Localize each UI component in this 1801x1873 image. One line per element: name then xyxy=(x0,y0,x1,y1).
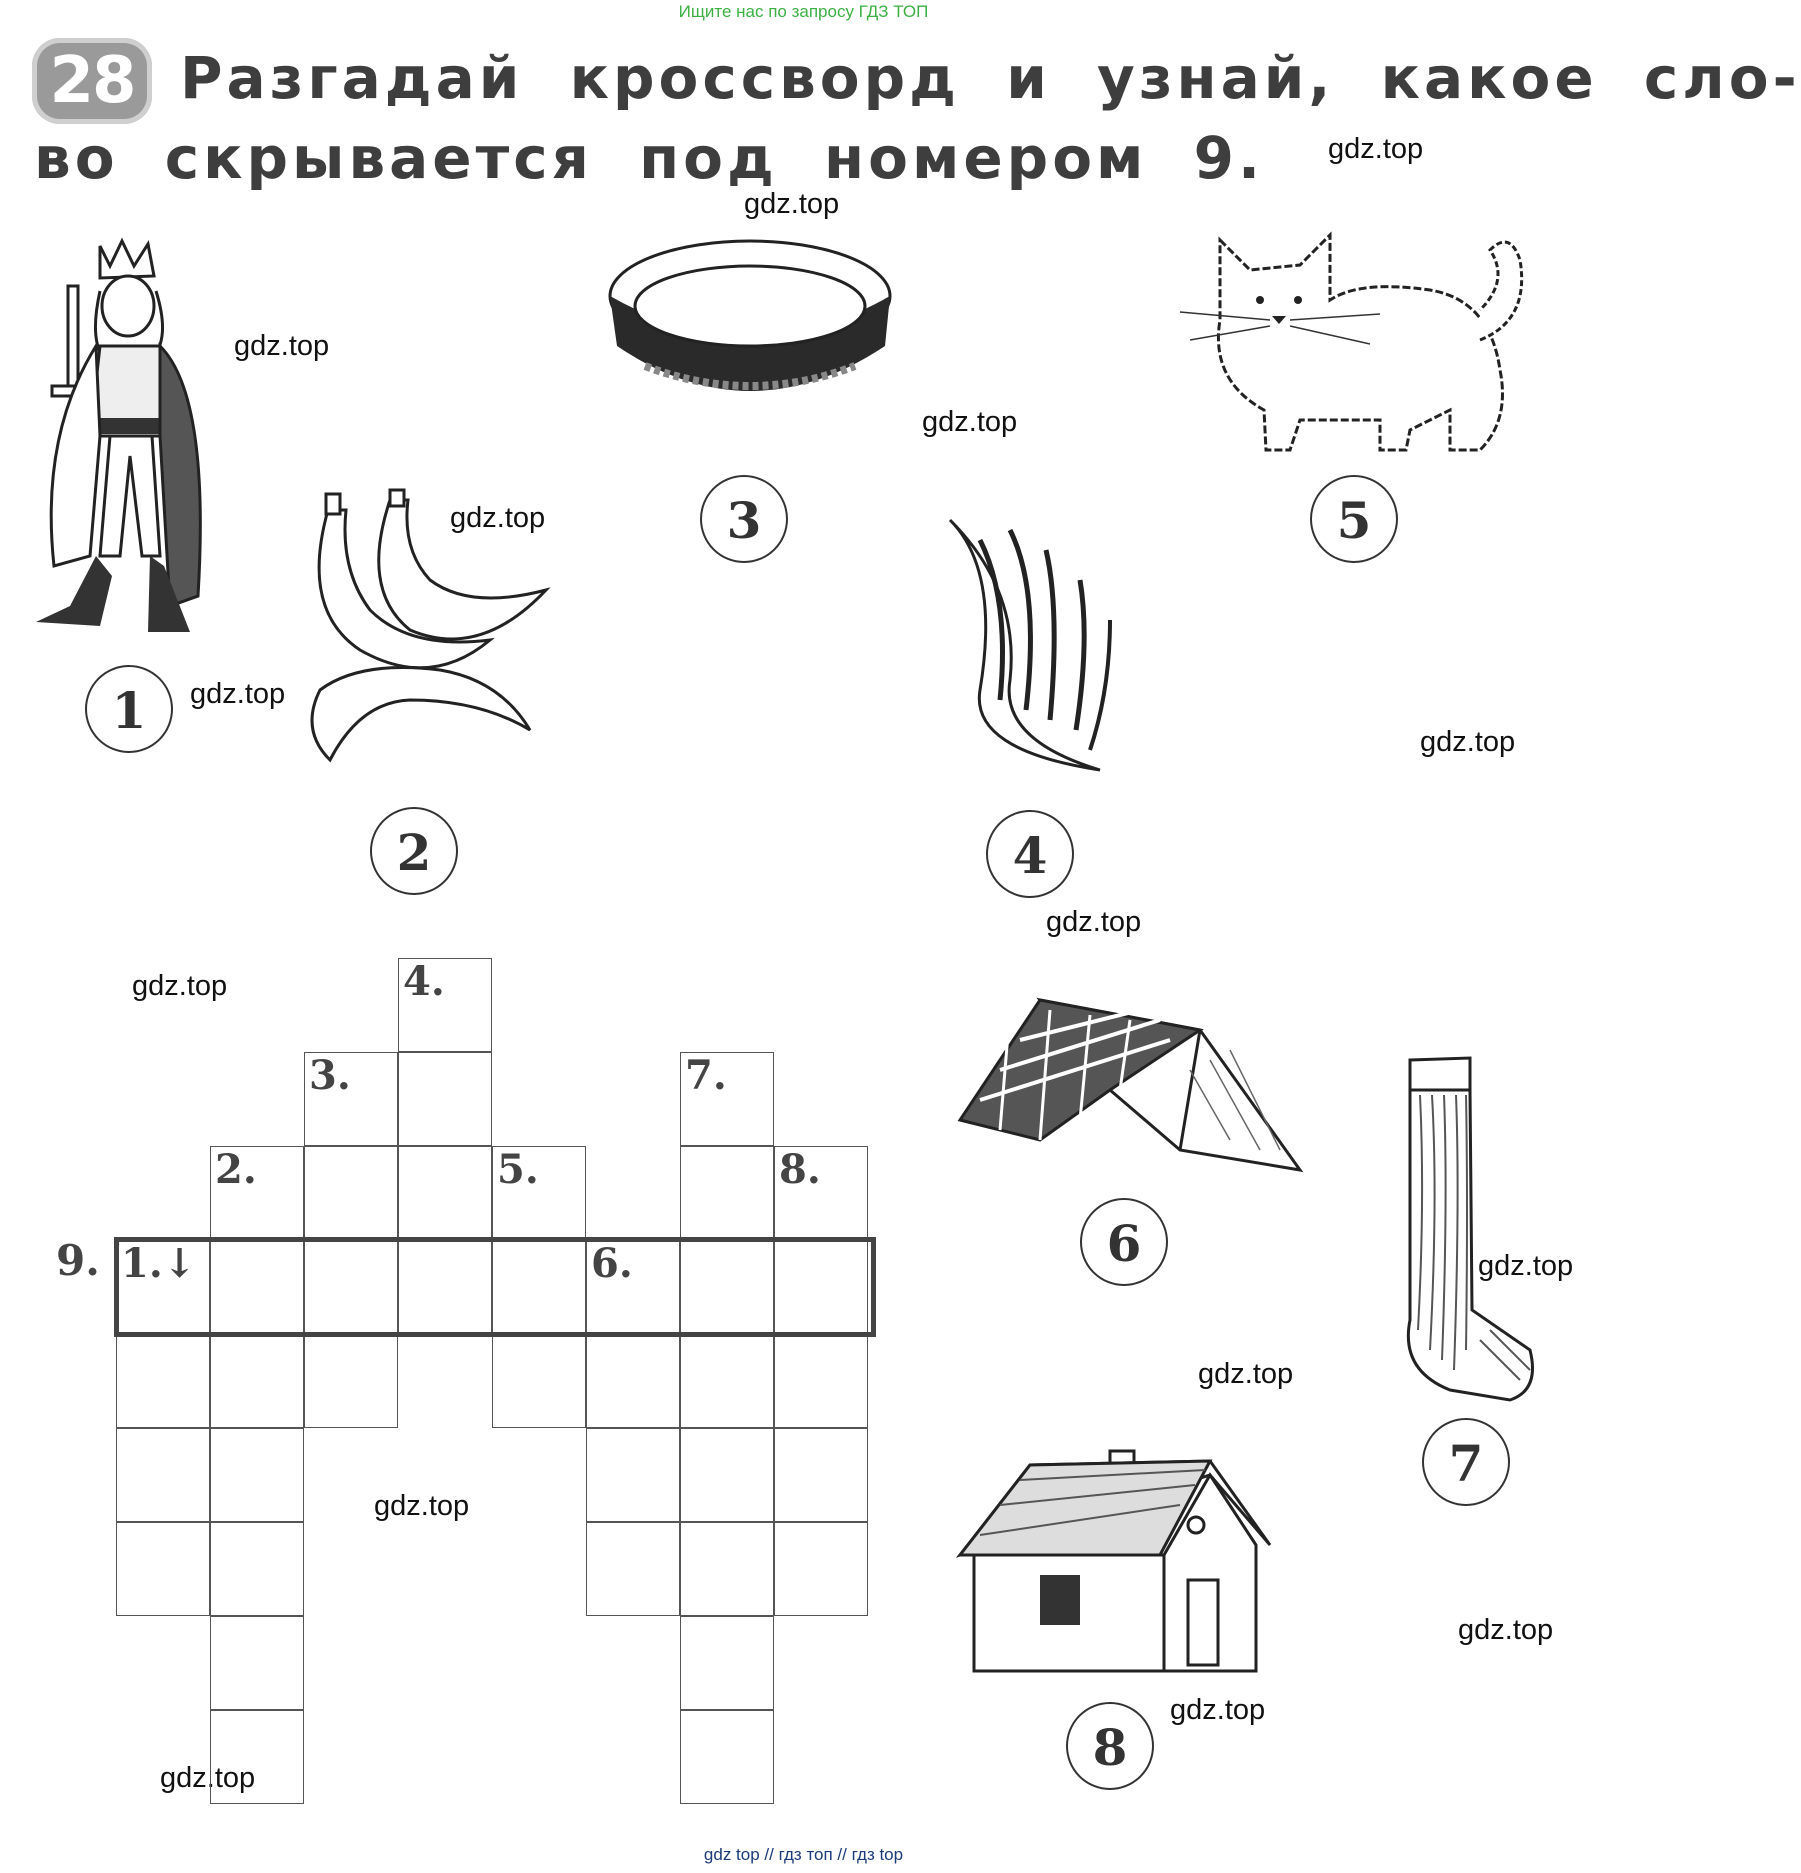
crossword-cell[interactable] xyxy=(680,1334,774,1428)
watermark: gdz.top xyxy=(1458,1614,1554,1646)
crossword-cell[interactable] xyxy=(774,1240,868,1334)
crossword-cell[interactable] xyxy=(398,1146,492,1240)
watermark: gdz.top xyxy=(1420,726,1516,758)
clue-label-2: 2. xyxy=(215,1146,257,1193)
watermark: gdz.top xyxy=(744,188,840,220)
crossword-cell[interactable] xyxy=(304,1334,398,1428)
footer-links[interactable]: gdz top // гдз топ // гдз top xyxy=(703,1845,904,1864)
house-icon xyxy=(960,1445,1280,1675)
bananas-icon xyxy=(290,490,550,780)
clue-label-1: 1.↓ xyxy=(121,1240,197,1287)
watermark: gdz.top xyxy=(1046,906,1142,938)
picture-number-8: 8 xyxy=(1066,1702,1154,1790)
crossword-cell[interactable] xyxy=(210,1146,304,1240)
watermark: gdz.top xyxy=(1328,133,1424,165)
watermark: gdz.top xyxy=(234,330,330,362)
crossword-cell[interactable] xyxy=(304,1240,398,1334)
crossword-cell[interactable] xyxy=(210,1334,304,1428)
clue-label-5: 5. xyxy=(497,1146,539,1193)
crossword-cell[interactable] xyxy=(586,1428,680,1522)
picture-number-1: 1 xyxy=(85,665,173,753)
crossword-cell[interactable] xyxy=(492,1240,586,1334)
clue-label-7: 7. xyxy=(685,1052,727,1099)
task-title-line1: Разгадай кроссворд и узнай, какое сло- xyxy=(180,44,1801,112)
crossword-cell[interactable] xyxy=(210,1240,304,1334)
crossword-cell[interactable] xyxy=(304,1146,398,1240)
crossword-cell[interactable] xyxy=(774,1334,868,1428)
crossword-cell[interactable] xyxy=(116,1334,210,1428)
watermark: gdz.top xyxy=(1478,1250,1574,1282)
crossword-cell[interactable] xyxy=(680,1710,774,1804)
top-note: Ищите нас по запросу ГДЗ ТОП xyxy=(678,2,929,21)
task-number-badge: 28 xyxy=(32,38,152,124)
watermark: gdz.top xyxy=(1198,1358,1294,1390)
crossword-cell[interactable] xyxy=(210,1522,304,1616)
crossword-cell[interactable] xyxy=(116,1522,210,1616)
crossword-cell[interactable] xyxy=(774,1522,868,1616)
crossword-cell[interactable] xyxy=(116,1240,210,1334)
crossword-cell[interactable] xyxy=(398,958,492,1052)
watermark: gdz.top xyxy=(1170,1694,1266,1726)
watermark: gdz.top xyxy=(190,678,286,710)
crossword-cell[interactable] xyxy=(586,1240,680,1334)
crossword-cell[interactable] xyxy=(680,1052,774,1146)
picture-number-6: 6 xyxy=(1080,1198,1168,1286)
watermark: gdz.top xyxy=(132,970,228,1002)
sock-icon xyxy=(1390,1050,1540,1410)
crossword-cell[interactable] xyxy=(680,1146,774,1240)
crossword-cell[interactable] xyxy=(398,1052,492,1146)
picture-number-3: 3 xyxy=(700,475,788,563)
crossword-cell[interactable] xyxy=(774,1428,868,1522)
picture-number-7: 7 xyxy=(1422,1418,1510,1506)
clue-label-3: 3. xyxy=(309,1052,351,1099)
answer-row-9-frame xyxy=(114,1237,876,1337)
clue-label-8: 8. xyxy=(779,1146,821,1193)
crossword-cell[interactable] xyxy=(304,1052,398,1146)
crossword-cell[interactable] xyxy=(492,1334,586,1428)
grass-icon xyxy=(940,510,1120,780)
picture-number-4: 4 xyxy=(986,810,1074,898)
clue-label-6: 6. xyxy=(591,1240,633,1287)
crossword-cell[interactable] xyxy=(492,1146,586,1240)
picture-number-2: 2 xyxy=(370,807,458,895)
clue-label-4: 4. xyxy=(403,958,445,1005)
watermark: gdz.top xyxy=(450,502,546,534)
answer-row-label: 9. xyxy=(56,1236,100,1285)
crossword-cell[interactable] xyxy=(116,1428,210,1522)
crossword-cell[interactable] xyxy=(586,1522,680,1616)
watermark: gdz.top xyxy=(922,406,1018,438)
crossword-cell[interactable] xyxy=(398,1240,492,1334)
crossword-cell[interactable] xyxy=(210,1616,304,1710)
task-title-line2: во скрывается под номером 9. xyxy=(34,124,1265,192)
watermark: gdz.top xyxy=(374,1490,470,1522)
crossword-cell[interactable] xyxy=(774,1146,868,1240)
picture-number-5: 5 xyxy=(1310,475,1398,563)
roof-icon xyxy=(960,990,1300,1190)
crossword-cell[interactable] xyxy=(586,1334,680,1428)
crossword-cell[interactable] xyxy=(680,1428,774,1522)
cat-icon xyxy=(1180,220,1550,460)
crossword-cell[interactable] xyxy=(680,1616,774,1710)
crossword-cell[interactable] xyxy=(680,1522,774,1616)
crossword-cell[interactable] xyxy=(680,1240,774,1334)
crossword-cell[interactable] xyxy=(210,1428,304,1522)
king-icon xyxy=(30,236,230,646)
bracelet-icon xyxy=(605,236,895,416)
watermark: gdz.top xyxy=(160,1762,256,1794)
